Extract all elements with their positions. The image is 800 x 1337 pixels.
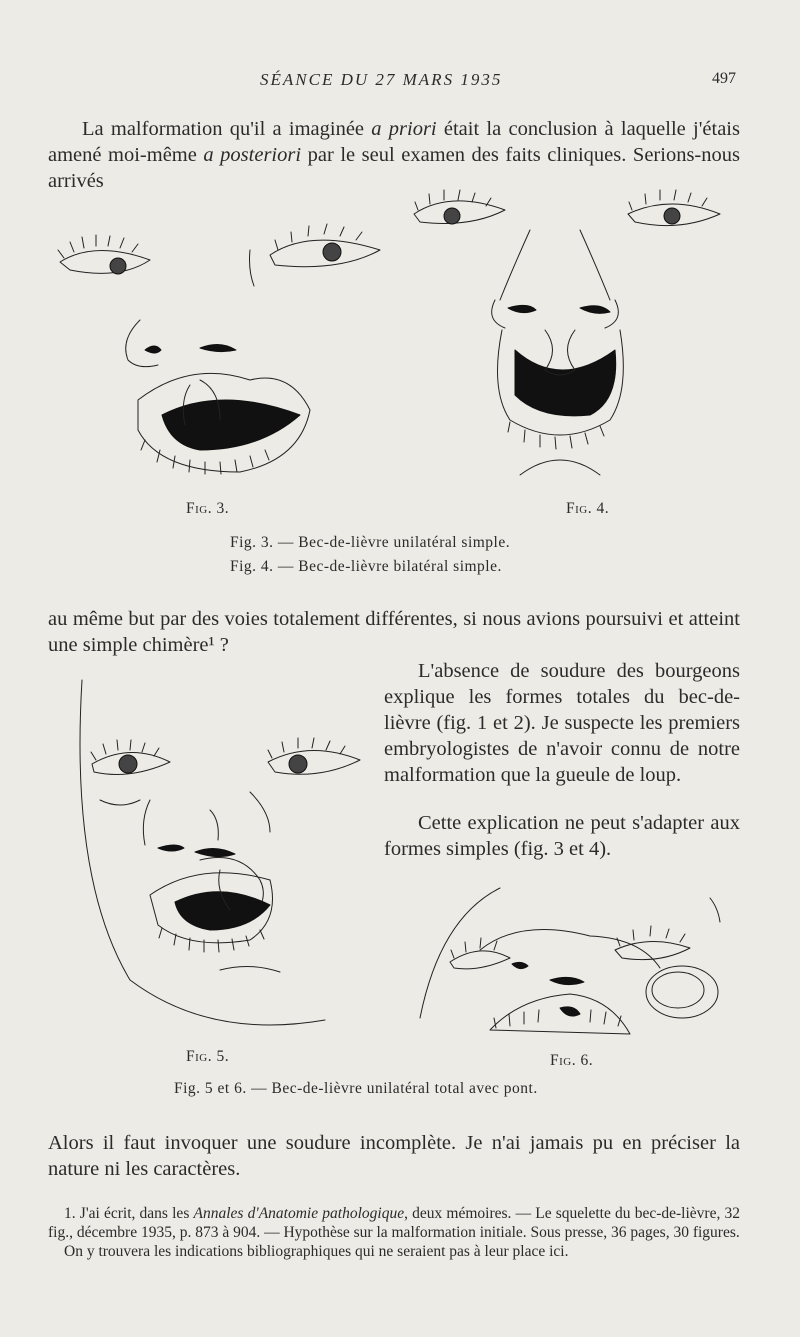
footnote-emphasis: Annales d'Anatomie pathologique (193, 1205, 405, 1222)
paragraph-3-text: L'absence de soudure des bourgeons explique les formes totales du bec-de-lièvre (fig. 1 et 2). Je suspecte les premiers embryologistes de n'avoir connu de notre malformation que la gueule de loup. (384, 660, 740, 786)
paragraph-1-part-2: était la conclusion à laquelle j'étais amené moi-même (48, 118, 740, 166)
figure-4-drawing (410, 190, 730, 490)
paragraph-1-part-3: par le seul examen des faits cliniques. Serions-nous arrivés (48, 144, 740, 192)
footnote (48, 1204, 740, 1261)
figure-4-label: Fig. 4. (566, 500, 610, 517)
paragraph-4-text: Cette explication ne peut s'adapter aux formes simples (fig. 3 et 4). (384, 812, 740, 860)
paragraph-1-emphasis-2: a posteriori (203, 144, 302, 166)
paragraph-1-part-1: La malformation qu'il a imaginée (82, 118, 372, 140)
figure-3-label: Fig. 3. (186, 500, 230, 517)
figure-4-caption: Fig. 4. — Bec-de-lièvre bilatéral simple. (230, 558, 502, 575)
figure-5-6-caption: Fig. 5 et 6. — Bec-de-lièvre unilatéral total avec pont. (174, 1080, 538, 1097)
figure-3-caption: Fig. 3. — Bec-de-lièvre unilatéral simple. (230, 534, 511, 551)
footnote-line-1 (48, 1204, 740, 1242)
paragraph-1-emphasis-1: a priori (371, 118, 437, 140)
footnote-text-1: J'ai écrit, dans les (75, 1205, 194, 1222)
footnote-text-3: On y trouvera les indications bibliographiques qui ne seraient pas à leur place ici. (64, 1243, 569, 1260)
figure-3-drawing (50, 210, 380, 500)
figure-6-label: Fig. 6. (550, 1052, 594, 1069)
page-header (0, 70, 800, 94)
footnote-line-2 (48, 1242, 740, 1261)
figure-6-drawing (410, 878, 730, 1048)
paragraph-5: Alors il faut invoquer une soudure incomplète. Je n'ai jamais pu en préciser la nature ni les caractères. (48, 1132, 740, 1180)
running-title: SÉANCE DU 27 MARS 1935 (260, 70, 503, 89)
paragraph-1 (48, 116, 740, 194)
paragraph-2: au même but par des voies totalement différentes, si nous avions poursuivi et atteint une simple chimère¹ ? (48, 608, 740, 656)
paragraph-3 (384, 658, 740, 788)
footnote-number: 1. (64, 1205, 76, 1222)
footnote-text-2: , deux mémoires. — Le squelette du bec-de-lièvre, 32 fig., décembre 1935, p. 873 à 904. — Hypothèse sur la malformation initiale. Sous presse, 36 pages, 30 figures. (48, 1205, 740, 1241)
figure-5-drawing (70, 680, 380, 1040)
page-number: 497 (712, 70, 736, 87)
figure-5-label: Fig. 5. (186, 1048, 230, 1065)
paragraph-4 (384, 810, 740, 862)
